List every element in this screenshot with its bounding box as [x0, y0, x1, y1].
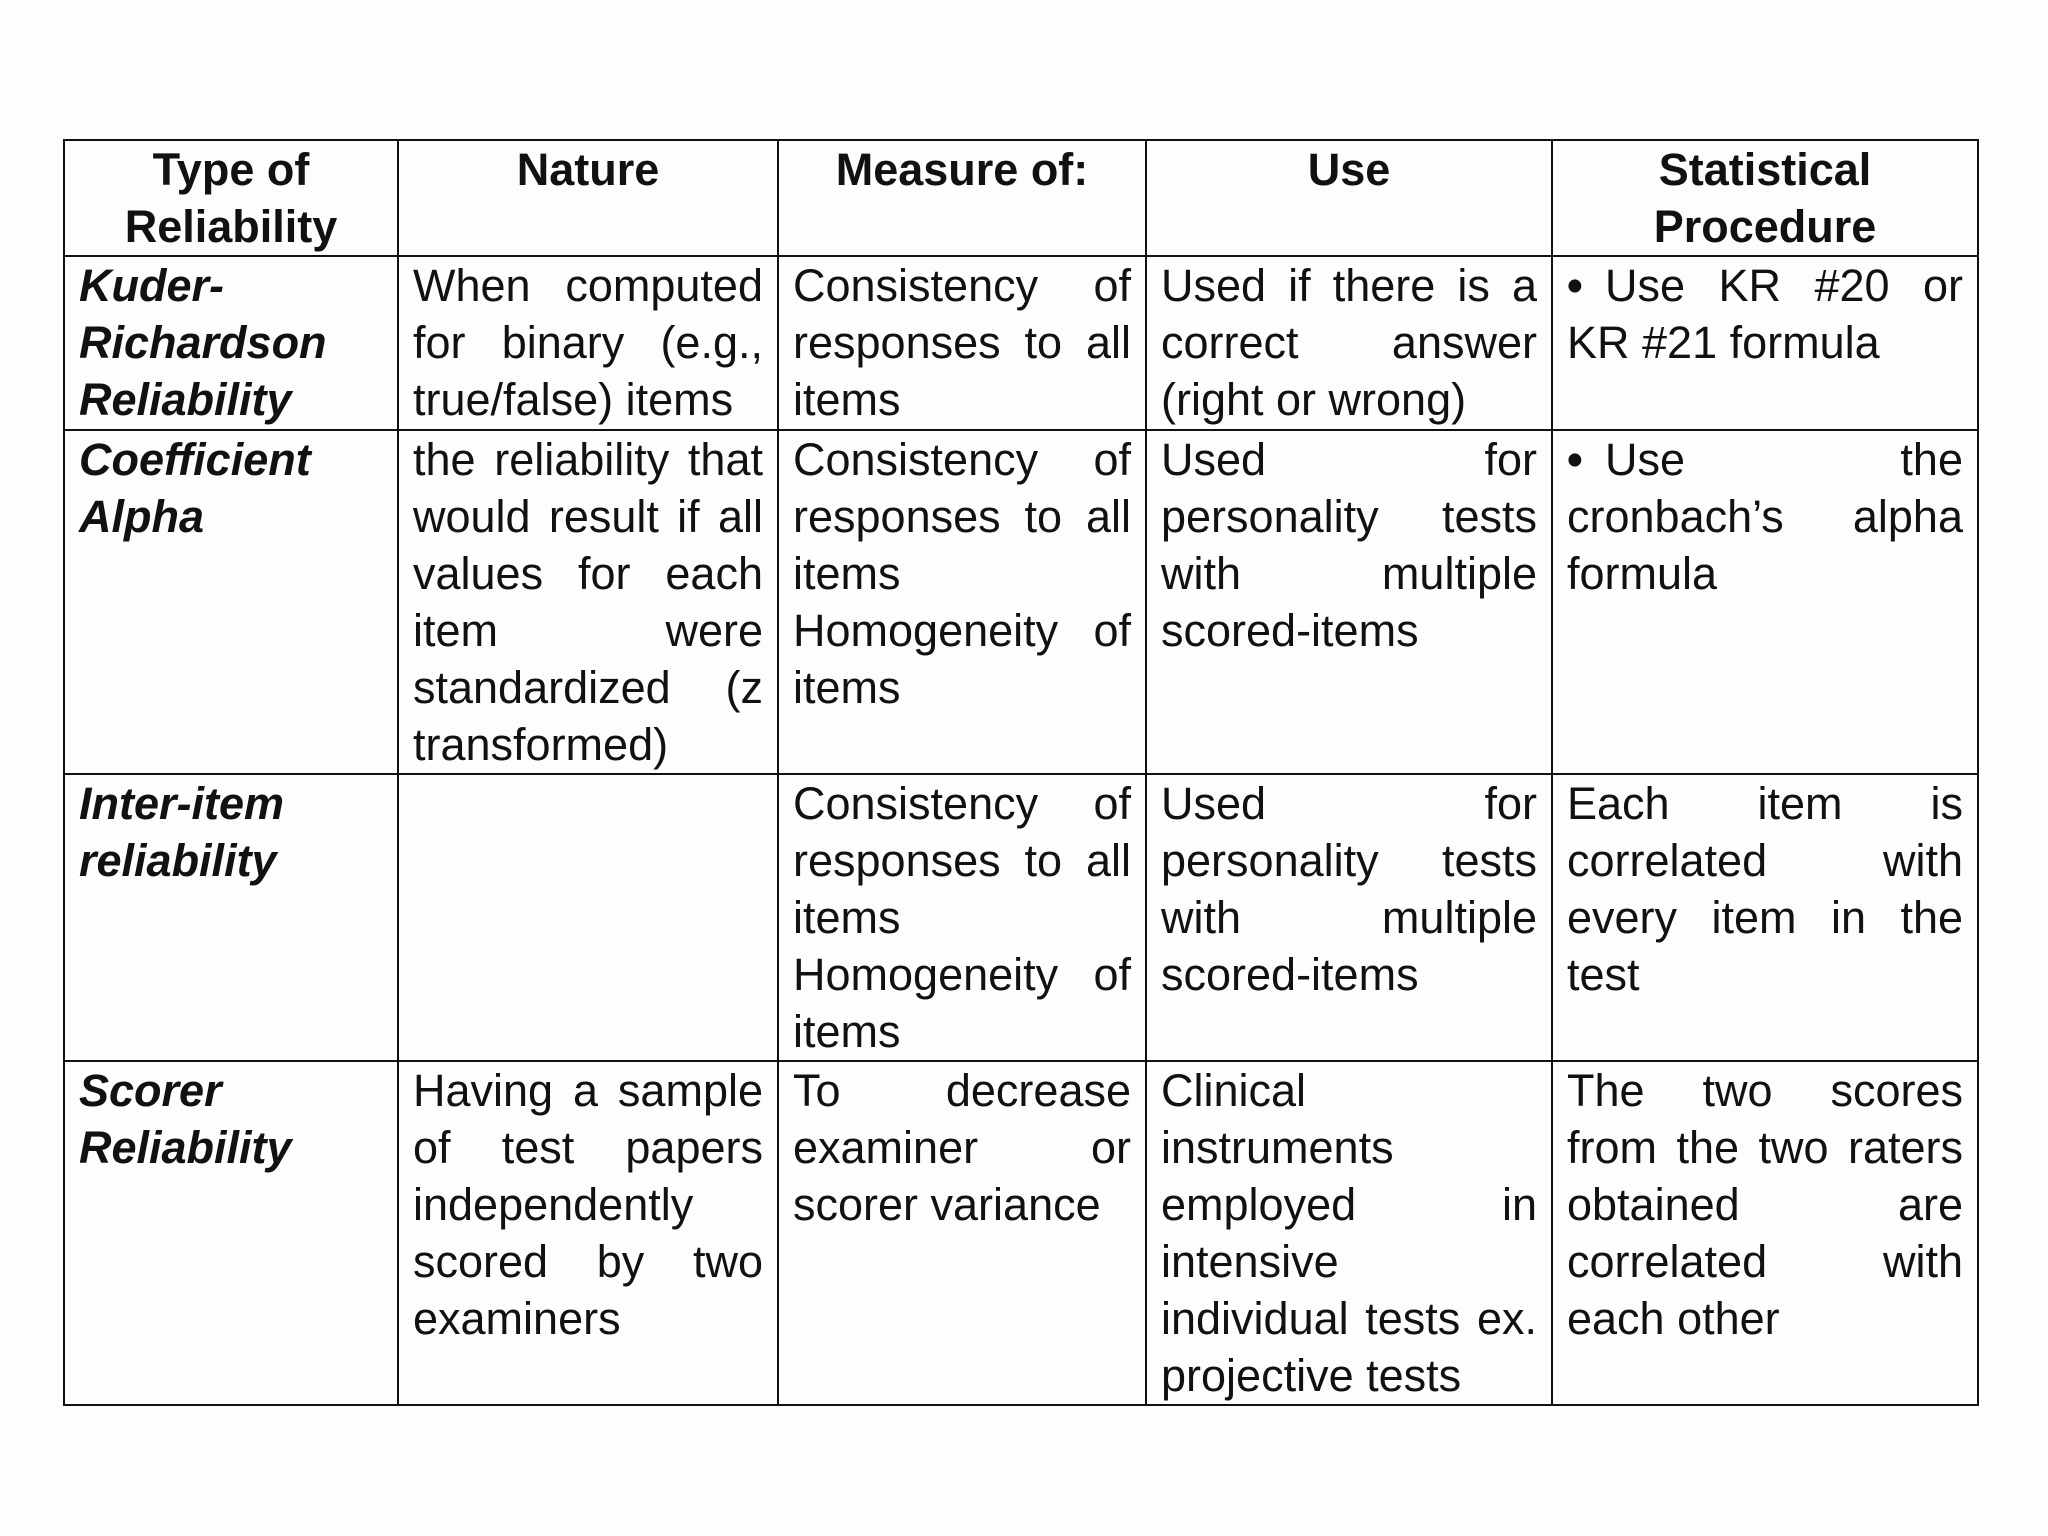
header-type: Type of Reliability	[64, 140, 398, 256]
nature-cell: Having a sample of test papers independently scored by two examiners	[398, 1061, 778, 1405]
measure-cell: Consistency of responses to all items Homogeneity of items	[778, 430, 1146, 774]
procedure-cell: The two scores from the two raters obtained are correlated with each other	[1552, 1061, 1978, 1405]
table-row	[64, 256, 1978, 430]
type-cell: Coefficient Alpha	[64, 430, 398, 774]
measure-cell: To decrease examiner or scorer variance	[778, 1061, 1146, 1405]
reliability-table	[63, 139, 1979, 1406]
table-row	[64, 774, 1978, 1061]
bullet-icon: •	[1567, 434, 1583, 485]
header-procedure: Statistical Procedure	[1552, 140, 1978, 256]
use-cell: Clinical instruments employed in intensive individual tests ex. projective tests	[1146, 1061, 1552, 1405]
type-cell: Inter-item reliability	[64, 774, 398, 1061]
header-nature: Nature	[398, 140, 778, 256]
table-row	[64, 430, 1978, 774]
procedure-text: Use KR #20 or KR #21 formula	[1567, 260, 1963, 368]
header-row	[64, 140, 1978, 256]
nature-cell: the reliability that would result if all values for each item were standardized (z transformed)	[398, 430, 778, 774]
procedure-text: Use the cronbach’s alpha formula	[1567, 434, 1963, 599]
use-cell: Used if there is a correct answer (right or wrong)	[1146, 256, 1552, 430]
type-cell: Kuder-Richardson Reliability	[64, 256, 398, 430]
nature-cell: When computed for binary (e.g., true/false) items	[398, 256, 778, 430]
procedure-cell	[1552, 256, 1978, 430]
measure-cell: Consistency of responses to all items	[778, 256, 1146, 430]
bullet-icon: •	[1567, 260, 1583, 311]
type-cell: Scorer Reliability	[64, 1061, 398, 1405]
table-row	[64, 1061, 1978, 1405]
nature-cell	[398, 774, 778, 1061]
use-cell: Used for personality tests with multiple scored-items	[1146, 774, 1552, 1061]
header-use: Use	[1146, 140, 1552, 256]
use-cell: Used for personality tests with multiple scored-items	[1146, 430, 1552, 774]
header-measure: Measure of:	[778, 140, 1146, 256]
measure-cell: Consistency of responses to all items Homogeneity of items	[778, 774, 1146, 1061]
procedure-cell: Each item is correlated with every item in the test	[1552, 774, 1978, 1061]
procedure-cell	[1552, 430, 1978, 774]
